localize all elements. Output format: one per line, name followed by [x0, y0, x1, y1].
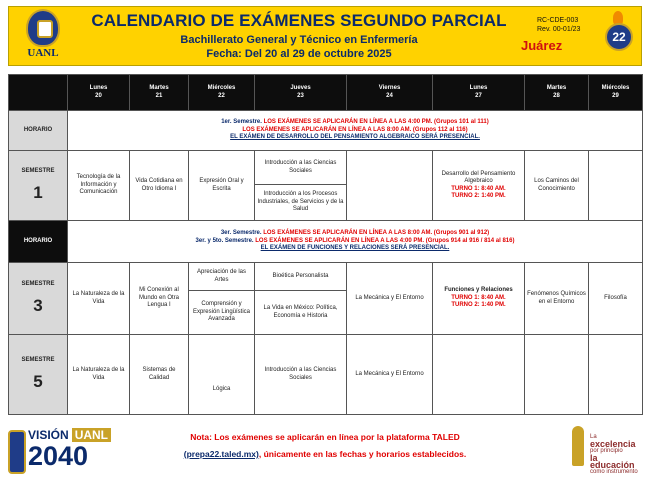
- exam-cell: Fenómenos Químicos en el Entorno: [525, 263, 589, 335]
- exam-cell: La Naturaleza de la Vida: [68, 335, 130, 415]
- exam-cell: Vida Cotidiana en Otro Idioma I: [130, 151, 189, 221]
- day-header: Lunes 27: [433, 75, 525, 111]
- day-header: Lunes 20: [68, 75, 130, 111]
- day-header: Miércoles 22: [189, 75, 255, 111]
- document-code: [537, 16, 580, 34]
- day-header: Martes 21: [130, 75, 189, 111]
- days-header-row: [9, 75, 643, 111]
- medal-icon: [8, 430, 26, 474]
- uanl-logo-text: UANL: [27, 47, 59, 59]
- schedule-row-2: [9, 221, 643, 263]
- vision-2040-logo: [8, 428, 118, 478]
- exam-cell: Mi Conexión al Mundo en Otra Lengua I: [130, 263, 189, 335]
- excelencia-motto: La excelencia por principio la educación como instrumento: [590, 434, 638, 475]
- exam-cell: Tecnología de la Información y Comunicación: [68, 151, 130, 221]
- exam-cell: Los Caminos del Conocimiento: [525, 151, 589, 221]
- exam-cell: Desarrollo del Pensamiento Algebraico TURNO 1: 8:40 AM. TURNO 2: 1:40 PM.: [433, 151, 525, 221]
- header-titles: [89, 11, 509, 60]
- exam-cell-empty: [433, 335, 525, 415]
- taled-link[interactable]: (prepa22.taled.mx): [183, 449, 259, 459]
- exam-cell-empty: [589, 151, 643, 221]
- day-header: Viernes 24: [347, 75, 433, 111]
- page-title: CALENDARIO DE EXÁMENES SEGUNDO PARCIAL: [91, 11, 507, 30]
- footer-note-line-1: Nota: Los exámenes se aplicarán en línea por la plataforma TALED: [190, 432, 460, 442]
- exam-cell: La Naturaleza de la Vida: [68, 263, 130, 335]
- footer-note: [150, 432, 500, 459]
- semester-3-row-a: [9, 263, 643, 291]
- horario-label: HORARIO: [9, 111, 68, 151]
- exam-cell: Bioética Personalista: [255, 263, 347, 291]
- semester-5-row: [9, 335, 643, 415]
- exam-cell: Expresión Oral y Escrita: [189, 151, 255, 221]
- exam-cell-empty: [525, 335, 589, 415]
- exam-cell: La Mecánica y El Entorno: [347, 263, 433, 335]
- day-header: Miércoles 29: [589, 75, 643, 111]
- campus-name: Juárez: [521, 38, 563, 53]
- semester-5-label: SEMESTRE 5: [9, 335, 68, 415]
- semester-1-row-a: [9, 151, 643, 185]
- schedule-row-1: [9, 111, 643, 151]
- date-range: Fecha: Del 20 al 29 de octubre 2025: [206, 48, 392, 60]
- prepa22-logo-number: 22: [605, 23, 633, 51]
- exam-cell: Introducción a las Ciencias Sociales: [255, 151, 347, 185]
- torch-icon: [572, 426, 584, 466]
- university-crest-icon: [26, 9, 60, 47]
- excelencia-logo: [570, 424, 642, 478]
- exam-cell: Lógica: [189, 335, 255, 415]
- day-header: Jueves 23: [255, 75, 347, 111]
- schedule-announcement-1: 1er. Semestre. LOS EXÁMENES SE APLICARÁN EN LÍNEA A LAS 4:00 PM. (Grupos 101 al 111) LOS EXÁMENES SE APLICARÁN EN LÍNEA A LAS 8:00 AM. (Grupos 112 al 116) EL EXÁMEN DE DESARROLLO DEL PENSAMIENTO ALGEBRAICO SERÁ PRESENCIAL.: [68, 111, 643, 151]
- schedule-announcement-2: 3er. Semestre. LOS EXÁMENES SE APLICARÁN EN LÍNEA A LAS 8:00 AM. (Grupos 901 al 912) 3er. y 5to. Semestre. LOS EXÁMENES SE APLICARÁN EN LÍNEA A LAS 4:00 PM. (Grupos 914 al 916 / 814 al 816) EL EXÁMEN DE FUNCIONES Y RELACIONES SERÁ PRESENCIAL.: [68, 221, 643, 263]
- horario-label: HORARIO: [9, 221, 68, 263]
- exam-cell: Apreciación de las Artes: [189, 263, 255, 291]
- document-code-2: Rev. 00-01/23: [537, 26, 581, 33]
- day-header: Martes 28: [525, 75, 589, 111]
- exam-cell-empty: [589, 335, 643, 415]
- exam-calendar-table: [8, 74, 643, 415]
- exam-cell-empty: [347, 151, 433, 221]
- footer-note-line-2: (prepa22.taled.mx), únicamente en las fechas y horarios establecidos.: [183, 449, 467, 459]
- document-code-1: RC-CDE-003: [537, 17, 579, 24]
- semester-1-label: SEMESTRE 1: [9, 151, 68, 221]
- exam-cell: La Mecánica y El Entorno: [347, 335, 433, 415]
- corner-cell: [9, 75, 68, 111]
- exam-cell: Introducción a los Procesos Industriales, de Servicios y de la Salud: [255, 185, 347, 221]
- exam-cell: Sistemas de Calidad: [130, 335, 189, 415]
- exam-cell: Comprensión y Expresión Lingüística Avanzada: [189, 291, 255, 335]
- exam-cell: Funciones y Relaciones TURNO 1: 8:40 AM. TURNO 2: 1:40 PM.: [433, 263, 525, 335]
- header-banner: [8, 6, 642, 66]
- exam-cell: Introducción a las Ciencias Sociales: [255, 335, 347, 415]
- semester-3-label: SEMESTRE 3: [9, 263, 68, 335]
- uanl-logo: [15, 9, 71, 65]
- page-subtitle: Bachillerato General y Técnico en Enfermería: [180, 34, 418, 46]
- exam-cell: La Vida en México: Política, Economía e Historia: [255, 291, 347, 335]
- vision-year: 2040: [28, 441, 89, 471]
- vision-text: VISIÓN: [28, 428, 69, 442]
- vision-box-text: UANL: [72, 428, 111, 442]
- exam-cell: Filosofía: [589, 263, 643, 335]
- prepa22-logo: [597, 11, 639, 63]
